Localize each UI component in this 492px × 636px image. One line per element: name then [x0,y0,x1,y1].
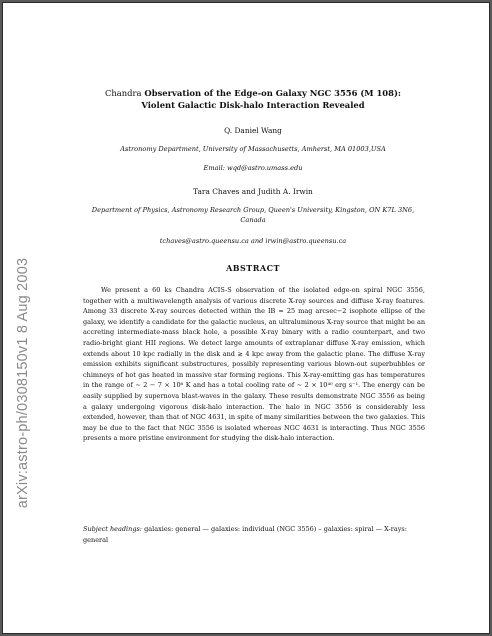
subject-headings [83,524,425,545]
title-line2: Violent Galactic Disk-halo Interaction Revealed [141,100,365,110]
author-primary: Q. Daniel Wang [224,126,282,135]
email-primary: Email: wqd@astro.umass.edu [203,164,303,172]
title-line1: Observation of the Edge-on Galaxy NGC 3556 (M 108): [144,88,402,98]
author-secondary: Tara Chaves and Judith A. Irwin [193,187,313,196]
arxiv-identifier: arXiv:astro-ph/0308150v1 8 Aug 2003 [15,257,31,509]
abstract-body: We present a 60 ks Chandra ACIS-S observation of the isolated edge-on spiral NGC 3556, together with a multiwavelength analysis of various discrete X-ray sources and diffuse X-ray features. Among 33 discrete X-ray sources detected within the IB = 25 mag arcsec−2 isophote ellipse of the galaxy, we identify a candidate for the galactic nucleus, an ultraluminous X-ray source that might be an accreting intermediate-mass black hole, a possible X-ray binary with a radio counterpart, and two radio-bright giant HII regions. We detect large amounts of extraplanar diffuse X-ray emission, which extends about 10 kpc radially in the disk and ≳ 4 kpc away from the galactic plane. The diffuse X-ray emission exhibits significant substructures, possibly representing various blown-out superbubbles or chimneys of hot gas heated in massive star forming regions. This X-ray-emitting gas has temperatures in the range of ∼ 2 − 7 × 10⁶ K and has a total cooling rate of ∼ 2 × 10⁴⁰ erg s⁻¹. The energy can be easily supplied by supernova blast-waves in the galaxy. These results demonstrate NGC 3556 as being a galaxy undergoing vigorous disk-halo interaction. The halo in NGC 3556 is considerably less extended, however, than that of NGC 4631, in spite of many similarities between the two galaxies. This may be due to the fact that NGC 3556 is isolated whereas NGC 4631 is interacting. Thus NGC 3556 presents a more pristine environment for studying the disk-halo interaction. [83,286,425,443]
affiliation-primary: Astronomy Department, University of Massachusetts, Amherst, MA 01003,USA [120,145,386,153]
paper-page [2,2,490,634]
arxiv-sidebar [3,3,43,633]
email-secondary: tchaves@astro.queensu.ca and irwin@astro.queensu.ca [159,237,347,245]
abstract-heading: ABSTRACT [226,263,280,273]
affiliation-secondary [47,205,459,225]
subject-headings-text: galaxies: general — galaxies: individual (NGC 3556) – galaxies: spiral — X-rays: general [83,525,407,544]
title-lead: Chandra [104,88,142,98]
subject-headings-label: Subject headings: [83,525,143,533]
affiliation-secondary-line2: Canada [240,216,266,224]
affiliation-secondary-line1: Department of Physics, Astronomy Research Group, Queen's University, Kingston, ON K7L 3N6, [91,206,415,214]
paper-title [47,87,459,111]
